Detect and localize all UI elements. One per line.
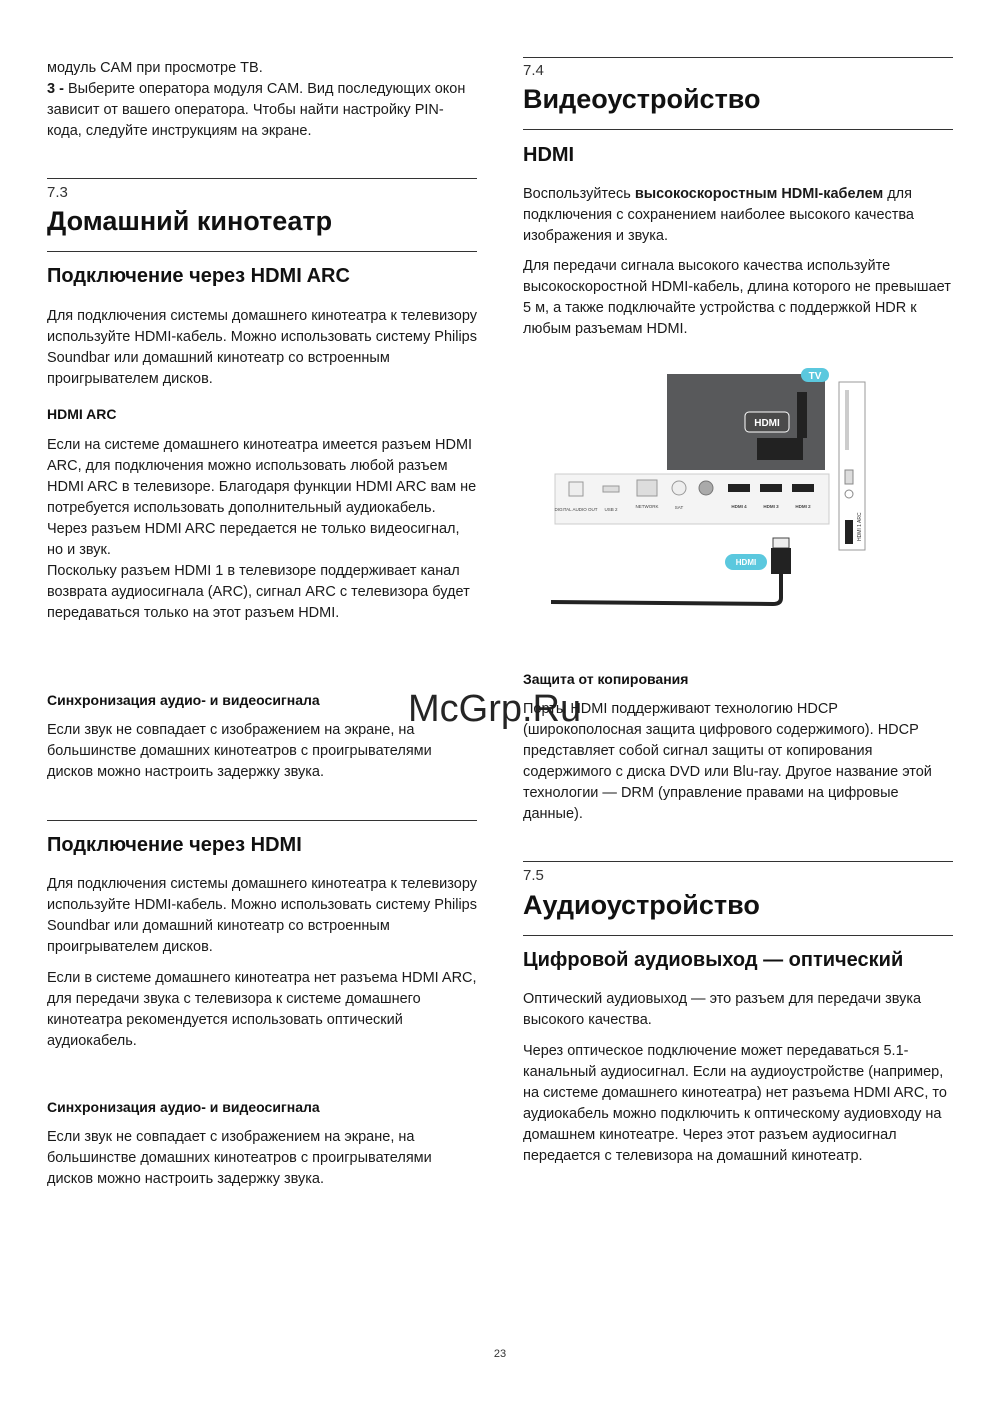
side-port-label: HDMI 1 ARC [857, 512, 863, 541]
page-number: 23 [493, 1348, 507, 1360]
paragraph: Если звук не совпадает с изображением на экране, на большинстве домашних кинотеатров с проигрывателями дисков можно настроить задержку звука. [47, 1129, 432, 1187]
paragraph: Оптический аудиовыход — это разъем для передачи звука высокого качества. [523, 991, 922, 1028]
side-slot [845, 390, 849, 450]
paragraph: Через оптическое подключение может передаваться 5.1-канальный аудиосигнал. Если на аудиоустройстве (например, на системе домашнего кинотеатра) нет разъема HDMI ARC, то аудиокабель можно подключить к оптическому аудиовходу на домашнем кинотеатре. Через этот разъем аудиосигнал передается с телевизора на домашний кинотеатр. [523, 1043, 947, 1164]
subsection-heading: Цифровой аудиовыход — оптический [523, 949, 904, 971]
section-title: Аудиоустройство [523, 890, 760, 920]
network-port [637, 480, 657, 496]
port-label-sat: SAT [674, 505, 684, 510]
hdmi-cable [551, 574, 781, 604]
subsection-heading: Подключение через HDMI ARC [47, 265, 350, 287]
section-divider [47, 820, 477, 821]
hdmi3-port [760, 484, 782, 492]
paragraph-part: Если на системе домашнего кинотеатра имеется разъем HDMI ARC, для подключения можно использовать любой разъем HDMI ARC в телевизоре. Благодаря функции HDMI ARC вам не потребуется использовать дополнительный аудиокабель. Через разъем HDMI ARC передается не только видеосигнал, но и звук. [47, 437, 477, 558]
section-number: 7.5 [523, 867, 544, 884]
subsection-heading: HDMI [523, 144, 575, 166]
title-underline [523, 129, 953, 130]
paragraph [47, 435, 477, 624]
step-text: Выберите оператора модуля CAM. Вид последующих окон зависит от вашего оператора. Чтобы найти настройку PIN-кода, следуйте инструкциям на экране. [47, 81, 466, 139]
paragraph: Если в системе домашнего кинотеатра нет разъема HDMI ARC, для передачи звука с телевизора к системе домашнего кинотеатра рекомендуется использовать оптический аудиокабель. [47, 970, 477, 1049]
subsection-heading: Подключение через HDMI [47, 834, 302, 856]
minor-heading: Синхронизация аудио- и видеосигнала [47, 692, 320, 708]
section-divider [523, 861, 953, 862]
paragraph: Для подключения системы домашнего кинотеатра к телевизору используйте HDMI-кабель. Можно использовать систему Philips Soundbar или домашний кинотеатр со встроенным проигрывателем дисков. [47, 876, 478, 955]
connector-strip [555, 474, 829, 524]
port-label-optical: DIGITAL AUDIO OUT [554, 507, 598, 512]
side-hdmi-arc-port [845, 520, 853, 544]
port-label-hdmi2: HDMI 2 [795, 504, 811, 509]
step-number: 3 - [47, 81, 64, 97]
section-number: 7.4 [523, 62, 544, 79]
paragraph: Для передачи сигнала высокого качества используйте высокоскоростной HDMI-кабель, длина которого не превышает 5 м, а также подключайте устройства с поддержкой HDR к любым разъемам HDMI. [523, 258, 951, 337]
minor-heading: HDMI ARC [47, 406, 117, 422]
minor-heading: Защита от копирования [523, 671, 689, 687]
tv-hdmi-plug [757, 438, 803, 460]
port-label-hdmi4: HDMI 4 [731, 504, 747, 509]
side-headphone-port [845, 490, 853, 498]
paragraph: Порты HDMI поддерживают технологию HDCP (широкополосная защита цифрового содержимого). HDCP представляет собой сигнал защиты от копирования содержимого с диска DVD или Blu-ray. Другое название этой технологии — DRM (управление правами на цифровые данные). [523, 701, 932, 822]
hdmi-label-top: HDMI [754, 418, 780, 429]
intro-text [47, 58, 477, 142]
port-label-network: NETWORK [635, 504, 659, 509]
usb-port [603, 486, 619, 492]
hdmi-label-cable: HDMI [735, 558, 757, 567]
diagram-svg [551, 366, 871, 606]
minor-heading: Синхронизация аудио- и видеосигнала [47, 1099, 320, 1115]
paragraph-part: для подключения с сохранением наиболее высокого качества изображения и звука. [523, 186, 914, 244]
title-underline [523, 935, 953, 936]
side-usb-port [845, 470, 853, 484]
paragraph [523, 184, 953, 247]
section-divider [47, 178, 477, 179]
port-label-usb: USB 2 [604, 507, 618, 512]
sat-port [672, 481, 686, 495]
paragraph: Для подключения системы домашнего кинотеатра к телевизору используйте HDMI-кабель. Можно использовать систему Philips Soundbar или домашний кинотеатр со встроенным проигрывателем дисков. [47, 308, 478, 387]
bold-text: высокоскоростным HDMI-кабелем [634, 186, 884, 202]
tv-badge-label: TV [808, 371, 822, 382]
section-divider [523, 57, 953, 58]
title-underline [47, 251, 477, 252]
watermark: McGrp.Ru [408, 688, 582, 730]
section-title: Домашний кинотеатр [47, 206, 333, 236]
paragraph-part: Поскольку разъем HDMI 1 в телевизоре поддерживает канал возврата аудиосигнала (ARC), сигнал ARC с телевизора будет передаваться только на этот разъем HDMI. [47, 563, 470, 621]
hdmi2-port [792, 484, 814, 492]
cable-plug [771, 548, 791, 574]
optical-port [569, 482, 583, 496]
paragraph-part: Воспользуйтесь [523, 186, 635, 202]
hdmi-connection-diagram [551, 366, 871, 606]
intro-line: модуль CAM при просмотре ТВ. [47, 60, 263, 76]
section-title: Видеоустройство [523, 84, 761, 114]
paragraph: Если звук не совпадает с изображением на экране, на большинстве домашних кинотеатров с проигрывателями дисков можно настроить задержку звука. [47, 722, 432, 780]
port-label-hdmi3: HDMI 3 [763, 504, 779, 509]
tv-hdmi-cable [797, 392, 807, 438]
hdmi4-port [728, 484, 750, 492]
cable-plug-tip [773, 538, 789, 548]
section-number: 7.3 [47, 184, 68, 201]
antenna-port [699, 481, 713, 495]
